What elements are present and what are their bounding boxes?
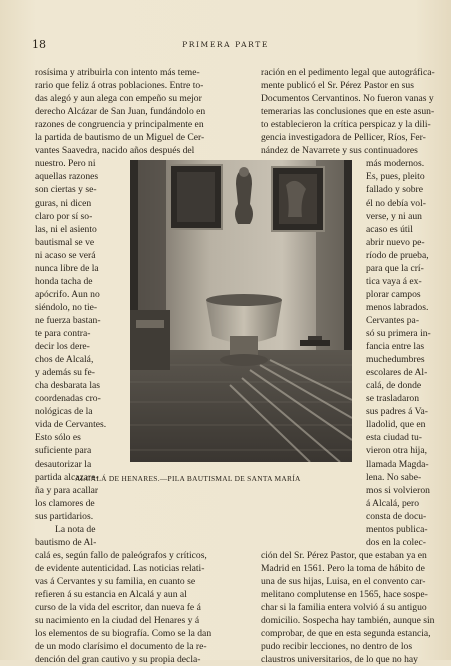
figure-caption: ALCALÁ DE HENARES.—PILA BAUTISMAL DE SANTA MARÍA <box>75 474 301 483</box>
right-narrow-line: plorar campos <box>366 288 421 300</box>
left-bottom-line: La nota de <box>55 523 96 535</box>
right-column-line: to establecieron la crítica perspicaz y la dili- <box>261 119 431 131</box>
left-narrow-line: apócrifo. Aun no <box>35 288 100 300</box>
left-narrow-line: nuestro. Pero ni <box>35 158 96 170</box>
right-bottom-line: una de sus hijas, Luisa, en el convento car- <box>261 575 426 587</box>
left-bottom-line: de evidente autenticidad. Las noticias relati- <box>35 562 205 574</box>
right-narrow-line: abrir nuevo pe- <box>366 236 425 248</box>
left-column-line: das alegó y aun alega con empeño su mejor <box>35 93 202 105</box>
right-bottom-line: Madrid en 1561. Pero la toma de hábito de <box>261 562 425 574</box>
left-bottom-line: calá es, según fallo de paleógrafos y críticos, <box>35 549 207 561</box>
right-bottom-line: pudo recibir lecciones, no dentro de los <box>261 641 413 653</box>
left-narrow-line: Esto sólo es <box>35 432 81 444</box>
right-narrow-line: Cervantes pa- <box>366 314 420 326</box>
left-narrow-line: nológicas de la <box>35 406 93 418</box>
left-bottom-line: dención del gran cautivo y su propia decla- <box>35 654 201 666</box>
right-narrow-line: dos en la colec- <box>366 536 426 548</box>
right-narrow-line: para que la crí- <box>366 262 424 274</box>
left-narrow-line: coordenadas cro- <box>35 393 101 405</box>
right-narrow-line: á Alcalá, pero <box>366 497 420 509</box>
left-narrow-line: decir los dere- <box>35 341 90 353</box>
right-narrow-line: vieron otra hija, <box>366 445 428 457</box>
right-narrow-line: mos si volvieron <box>366 484 430 496</box>
right-narrow-line: verse, y ni aun <box>366 210 422 222</box>
left-narrow-line: honda tacha de <box>35 275 93 287</box>
right-narrow-line: ríodo de prueba, <box>366 249 429 261</box>
right-bottom-line: domicilio. Sospecha hay también, aunque sin <box>261 615 435 627</box>
right-bottom-line: char si la familia entera volvió á su antiguo <box>261 602 427 614</box>
right-narrow-line: esta ciudad tu- <box>366 432 422 444</box>
left-bottom-line: curso de la vida del escritor, dan nueva fe á <box>35 602 201 614</box>
left-bottom-line: refieren á su estancia en Alcalá y aun al <box>35 589 187 600</box>
left-narrow-line: las, ni el asiento <box>35 223 97 235</box>
right-narrow-line: Es, pues, pleito <box>366 171 425 183</box>
right-bottom-line: ción del Sr. Pérez Pastor, que estaban ya en <box>261 549 427 561</box>
left-narrow-line: chos de Alcalá, <box>35 354 94 366</box>
right-column-line: ración en el pedimento legal que autográfica- <box>261 67 435 78</box>
right-narrow-line: acaso es útil <box>366 223 413 235</box>
right-column-line: gencia investigadora de Pellicer, Ríos, Fer- <box>261 132 426 144</box>
left-column-line: rario que feliz á otras poblaciones. Entre to- <box>35 80 204 92</box>
left-narrow-line: ne fuerza bastan- <box>35 314 101 326</box>
left-narrow-line: vida de Cervantes. <box>35 419 107 431</box>
right-narrow-line: escolares de Al- <box>366 367 428 379</box>
left-narrow-line: los clamores de <box>35 497 95 509</box>
left-column-line: rosísima y atribuirla con intento más teme- <box>35 67 200 78</box>
right-bottom-line: melitano complutense en 1565, hace sospe- <box>261 589 428 600</box>
left-narrow-line: siéndolo, no tie- <box>35 301 98 313</box>
left-bottom-line: de un modo clarísimo el documento de la re- <box>35 641 207 653</box>
right-narrow-line: lena. No sabe- <box>366 471 422 483</box>
right-narrow-line: fancia entre las <box>366 341 425 353</box>
right-column-line: nández de Navarrete y sus continuadores <box>261 145 418 157</box>
right-bottom-line: claustros universitarios, de lo que no hay <box>261 654 418 666</box>
left-column-line: la partida de bautismo de un Miguel de Cer- <box>35 132 205 144</box>
left-narrow-line: suficiente para <box>35 445 92 457</box>
left-column-line: derecho Alcázar de San Juan, fundándolo en <box>35 106 206 118</box>
page-number: 18 <box>32 38 46 51</box>
right-narrow-line: mentos publica- <box>366 523 428 535</box>
left-column-line: vantes Saavedra, nacido años después del <box>35 145 195 157</box>
right-column-line: Documentos Cervantinos. No fueron vanas y <box>261 93 434 105</box>
right-narrow-line: só su primera in- <box>366 328 431 339</box>
left-narrow-line: ni acaso se verá <box>35 249 96 261</box>
left-narrow-line: desautorizar la <box>35 458 92 470</box>
right-narrow-line: calá, de donde <box>366 380 422 392</box>
right-narrow-line: consta de docu- <box>366 510 427 522</box>
left-narrow-line: cha desbarata las <box>35 380 100 392</box>
left-bottom-line: los elementos de su biografía. Como se la dan <box>35 628 212 640</box>
left-narrow-line: guras, ni dicen <box>35 197 92 209</box>
right-narrow-line: tica vaya á ex- <box>366 275 422 287</box>
right-narrow-line: fallado y sobre <box>366 184 424 196</box>
left-narrow-line: claro por sí so- <box>35 210 93 222</box>
right-narrow-line: lladolid, que en <box>366 419 426 431</box>
right-bottom-line: comprobar, de que en esta segunda estancia, <box>261 628 431 640</box>
right-narrow-line: muchedumbres <box>366 354 425 366</box>
right-narrow-line: más modernos. <box>366 158 425 170</box>
left-column-line: razones de congruencia y principalmente en <box>35 119 204 131</box>
right-narrow-line: se trasladaron <box>366 393 420 405</box>
left-narrow-line: partida alcazare- <box>35 471 99 483</box>
right-column-line: mente publicó el Sr. Pérez Pastor en sus <box>261 80 414 92</box>
right-narrow-line: llamada Magda- <box>366 458 429 470</box>
left-narrow-line: te para contra- <box>35 328 91 339</box>
baptismal-font-photo <box>130 160 352 462</box>
left-narrow-line: ña y para acallar <box>35 484 99 496</box>
right-narrow-line: sus padres á Va- <box>366 406 428 418</box>
left-narrow-line: son ciertas y se- <box>35 184 97 196</box>
left-narrow-line: sus partidarios. <box>35 510 94 522</box>
left-bottom-line: su nacimiento en la ciudad del Henares y á <box>35 615 200 627</box>
left-narrow-line: aquellas razones <box>35 171 99 183</box>
left-bottom-line: vas á Cervantes y su familia, en cuanto se <box>35 575 196 587</box>
photo-illustration <box>130 160 352 462</box>
right-narrow-line: él no debía vol- <box>366 197 426 209</box>
running-head: PRIMERA PARTE <box>182 40 269 49</box>
right-narrow-line: menos labrados. <box>366 301 429 313</box>
left-narrow-line: y además su fe- <box>35 367 95 379</box>
left-narrow-line: nunca libre de la <box>35 262 99 274</box>
left-bottom-line: bautismo de Al- <box>35 536 97 548</box>
left-narrow-line: bautismal se ve <box>35 236 95 248</box>
right-column-line: temerarias las conclusiones que en este asun- <box>261 106 435 118</box>
